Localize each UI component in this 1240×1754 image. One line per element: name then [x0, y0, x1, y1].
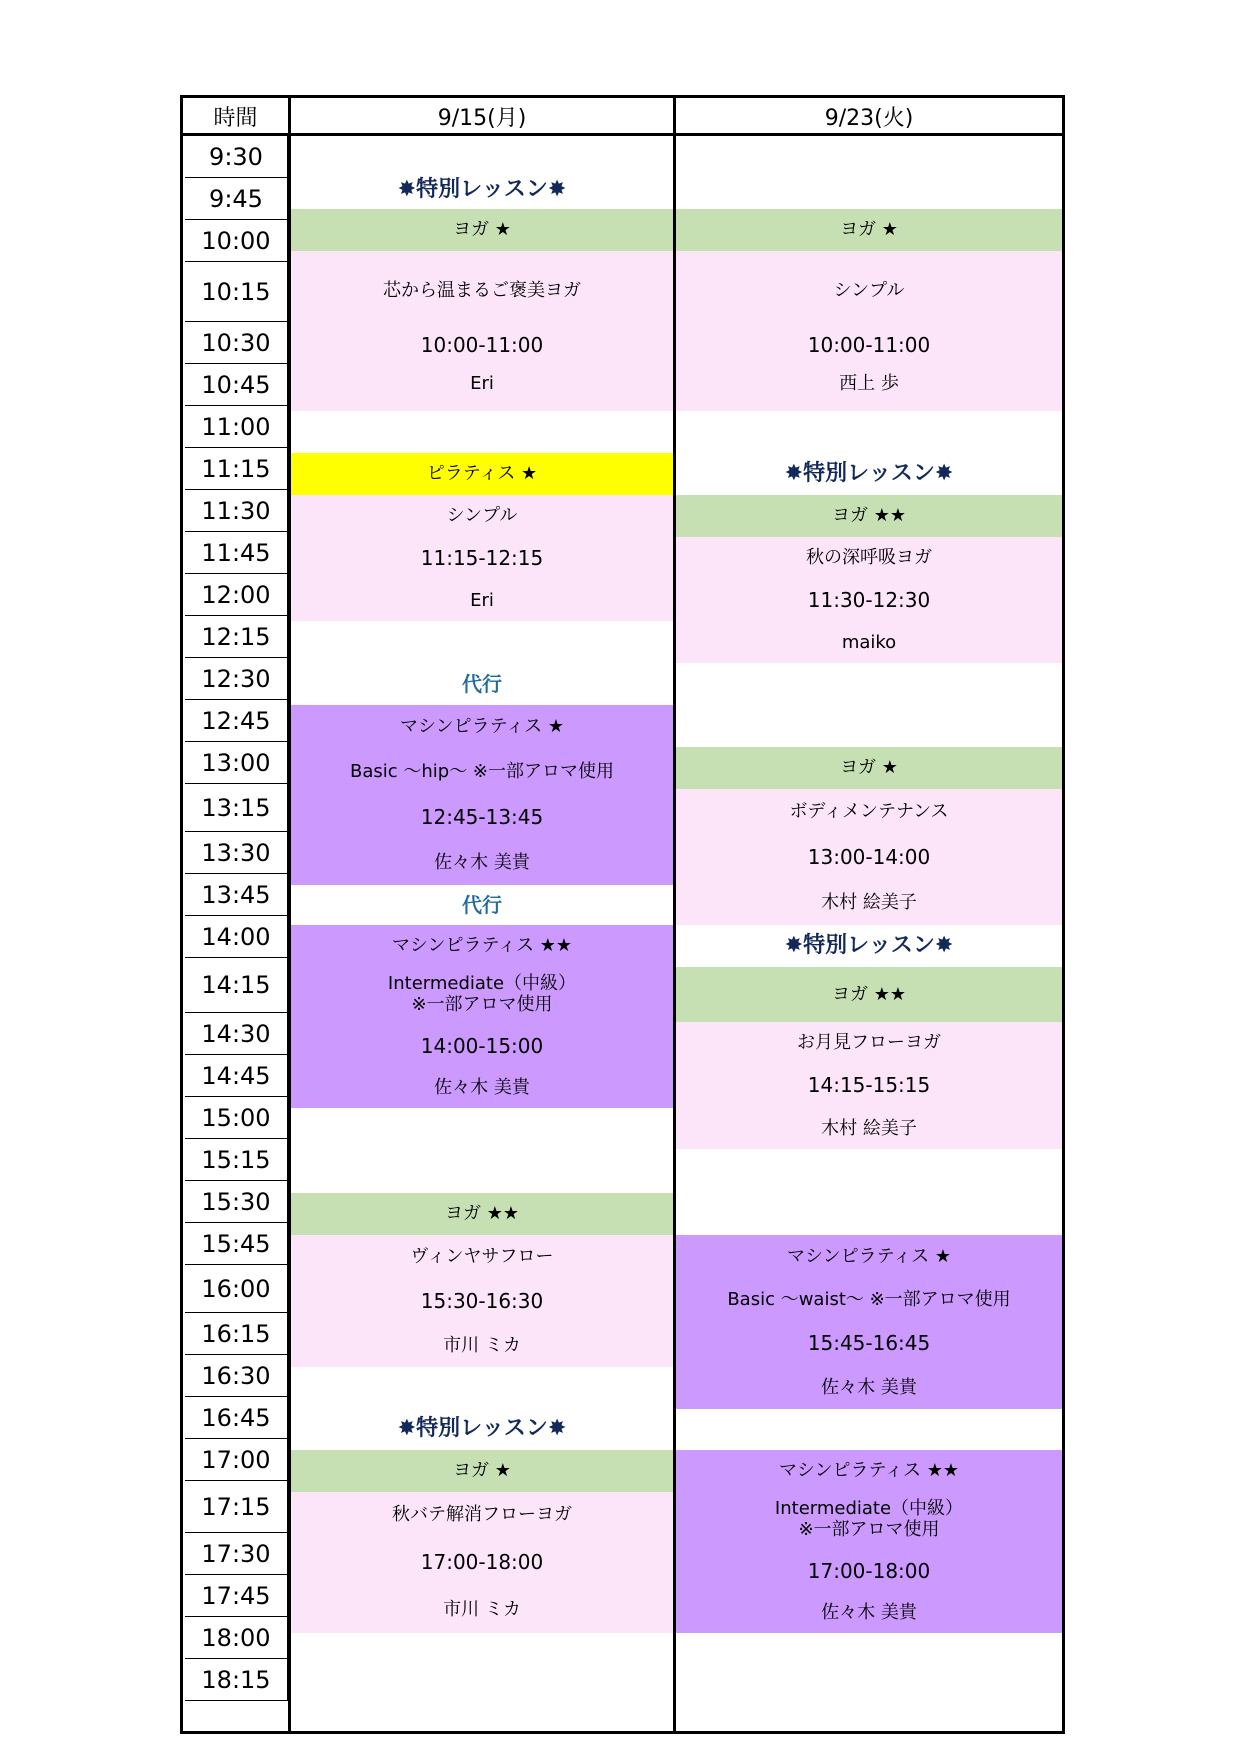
time-slot: 11:00	[185, 406, 288, 448]
day1-class3	[291, 705, 673, 885]
time-slot: 17:15	[185, 1481, 288, 1533]
time-slot: 12:45	[185, 700, 288, 742]
special-lesson-label: ✸特別レッスン✸	[397, 176, 567, 202]
day2-class1-title: シンプル	[833, 280, 905, 301]
special-lesson-label: ✸特別レッスン✸	[397, 1415, 567, 1441]
day2-class3-title: ボディメンテナンス	[789, 800, 949, 822]
day1-class2-instructor: Eri	[470, 589, 494, 611]
day1-substitute-label-1: 代行	[462, 672, 502, 696]
day1-substitute-label-2: 代行	[462, 893, 502, 917]
day1-class6-time: 17:00-18:00	[420, 1550, 544, 1575]
time-slot: 10:45	[185, 364, 288, 406]
day2-class6-title2: ※一部アロマ使用	[798, 1518, 940, 1540]
time-slot: 11:15	[185, 448, 288, 490]
column-divider-time	[288, 98, 291, 1731]
time-slot: 9:45	[185, 178, 288, 220]
day2-class5-title: Basic ～waist～ ※一部アロマ使用	[727, 1288, 1011, 1310]
day1-class4-time: 14:00-15:00	[420, 1033, 544, 1058]
day2-class1-instructor: 西上 歩	[839, 373, 899, 395]
day2-class5	[676, 1235, 1062, 1409]
time-slot: 14:30	[185, 1013, 288, 1055]
day2-class6	[676, 1450, 1062, 1633]
time-slot: 12:00	[185, 574, 288, 616]
time-slot: 16:15	[185, 1313, 288, 1355]
schedule-table	[180, 95, 1065, 1734]
time-column-header: 時間	[213, 105, 258, 131]
day1-class6-type: ヨガ ★	[291, 1450, 673, 1492]
time-slot: 11:30	[185, 490, 288, 532]
special-lesson-label: ✸特別レッスン✸	[784, 460, 954, 486]
time-slot: 10:30	[185, 322, 288, 364]
day2-class6-instructor: 佐々木 美貴	[821, 1601, 917, 1623]
time-slot: 15:30	[185, 1181, 288, 1223]
day2-class6-type: マシンピラティス ★★	[778, 1459, 960, 1481]
day2-class1-type: ヨガ ★	[676, 209, 1062, 251]
day2-class2-type: ヨガ ★★	[676, 495, 1062, 537]
day2-class1-time: 10:00-11:00	[807, 333, 931, 358]
time-slot: 10:15	[185, 262, 288, 322]
day2-class2-title: 秋の深呼吸ヨガ	[806, 546, 932, 568]
day2-class3-type: ヨガ ★	[676, 747, 1062, 789]
day1-class3-title: Basic ～hip～ ※一部アロマ使用	[349, 760, 614, 782]
time-slot: 17:00	[185, 1439, 288, 1481]
header-divider	[183, 133, 1062, 136]
time-slot: 16:30	[185, 1355, 288, 1397]
day2-class3-instructor: 木村 絵美子	[821, 892, 917, 914]
column-divider-days	[673, 98, 676, 1731]
time-slot: 15:00	[185, 1097, 288, 1139]
time-slot: 14:45	[185, 1055, 288, 1097]
day1-class5-time: 15:30-16:30	[420, 1288, 544, 1313]
day1-class2-time: 11:15-12:15	[420, 545, 544, 570]
day2-class4-title: お月見フローヨガ	[797, 1032, 941, 1054]
day1-class2-type: ピラティス ★	[291, 453, 673, 495]
day1-class5-details	[291, 1235, 673, 1367]
time-slot: 13:30	[185, 832, 288, 874]
day1-class4-title1: Intermediate（中級）	[387, 973, 577, 995]
day2-class4-instructor: 木村 絵美子	[821, 1117, 917, 1139]
day1-header: 9/15(月)	[437, 105, 527, 131]
day2-class2-instructor: maiko	[841, 631, 897, 653]
time-slot: 13:45	[185, 874, 288, 916]
time-slot: 16:00	[185, 1265, 288, 1313]
time-slot: 18:15	[185, 1659, 288, 1701]
day2-class5-instructor: 佐々木 美貴	[821, 1376, 917, 1398]
time-slot: 15:15	[185, 1139, 288, 1181]
time-slot: 10:00	[185, 220, 288, 262]
day1-class3-time: 12:45-13:45	[420, 805, 544, 830]
day2-header: 9/23(火)	[824, 105, 914, 131]
time-slot: 11:45	[185, 532, 288, 574]
day1-class6-details	[291, 1492, 673, 1633]
day1-class3-instructor: 佐々木 美貴	[434, 852, 530, 874]
time-slot: 9:30	[185, 136, 288, 178]
day2-class3-details	[676, 789, 1062, 925]
day1-class4-title2: ※一部アロマ使用	[411, 993, 553, 1015]
day2-class6-title1: Intermediate（中級）	[774, 1498, 964, 1520]
day1-class2-title: シンプル	[446, 504, 518, 526]
day1-class5-title: ヴィンヤサフロー	[410, 1245, 554, 1267]
day2-class4-details	[676, 1022, 1062, 1149]
day1-class2-details	[291, 495, 673, 621]
day2-class5-type: マシンピラティス ★	[787, 1245, 951, 1267]
time-slot: 13:15	[185, 784, 288, 832]
time-slot: 14:00	[185, 916, 288, 958]
day1-class3-type: マシンピラティス ★	[400, 716, 564, 738]
day1-class1-details	[291, 251, 673, 411]
day2-class4-time: 14:15-15:15	[807, 1073, 931, 1098]
day2-class4-type: ヨガ ★★	[676, 967, 1062, 1022]
day1-class4	[291, 925, 673, 1108]
day1-class1-title: 芯から温まるご褒美ヨガ	[383, 280, 581, 301]
special-lesson-label: ✸特別レッスン✸	[784, 932, 954, 958]
day1-class4-instructor: 佐々木 美貴	[434, 1076, 530, 1098]
day1-class6-title: 秋バテ解消フローヨガ	[392, 1504, 572, 1526]
time-slot: 13:00	[185, 742, 288, 784]
day1-class1-instructor: Eri	[470, 373, 494, 395]
day2-class1-details	[676, 251, 1062, 411]
day1-class5-type: ヨガ ★★	[291, 1193, 673, 1235]
day2-class5-time: 15:45-16:45	[807, 1331, 931, 1356]
day1-class1-type: ヨガ ★	[291, 209, 673, 251]
day1-class4-type: マシンピラティス ★★	[391, 934, 573, 956]
day1-class5-instructor: 市川 ミカ	[443, 1334, 521, 1356]
time-slot: 16:45	[185, 1397, 288, 1439]
day2-class2-time: 11:30-12:30	[807, 587, 931, 612]
time-slot: 17:30	[185, 1533, 288, 1575]
day1-class6-instructor: 市川 ミカ	[443, 1599, 521, 1621]
time-slot: 17:45	[185, 1575, 288, 1617]
time-slot: 12:15	[185, 616, 288, 658]
day1-class1-time: 10:00-11:00	[420, 333, 544, 358]
time-slot: 14:15	[185, 958, 288, 1013]
time-slot: 12:30	[185, 658, 288, 700]
time-slot: 15:45	[185, 1223, 288, 1265]
time-slot: 18:00	[185, 1617, 288, 1659]
day2-class3-time: 13:00-14:00	[807, 844, 931, 869]
day2-class2-details	[676, 537, 1062, 663]
day2-class6-time: 17:00-18:00	[807, 1558, 931, 1583]
